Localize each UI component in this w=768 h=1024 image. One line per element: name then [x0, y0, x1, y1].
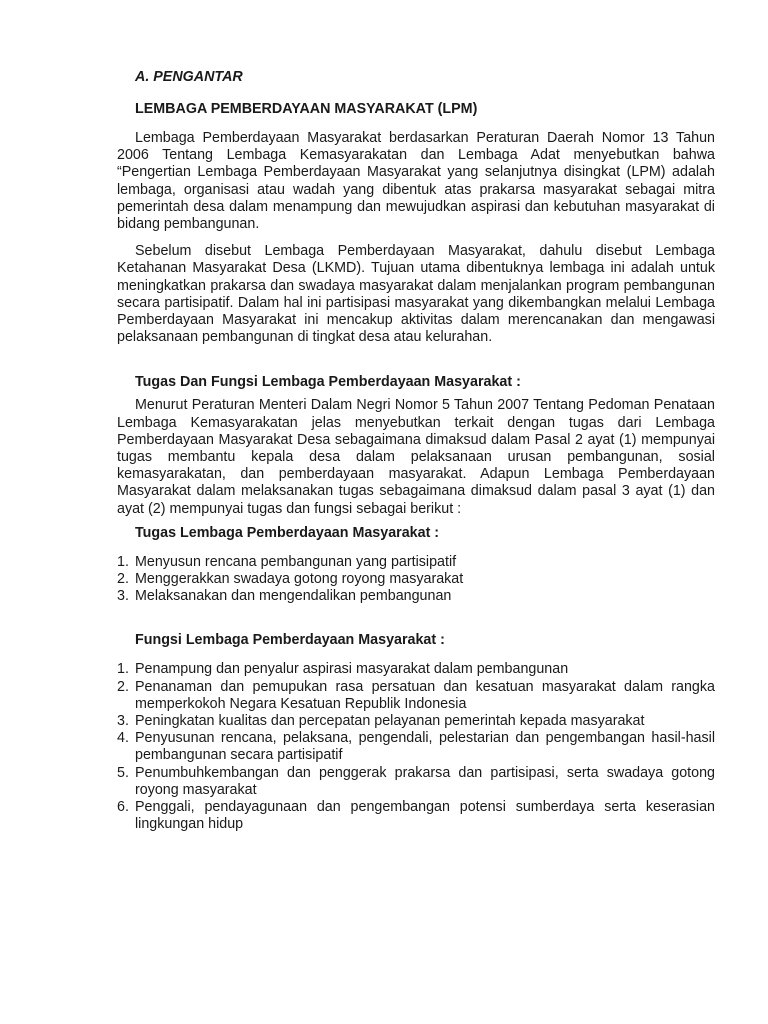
document-title: LEMBAGA PEMBERDAYAAN MASYARAKAT (LPM) [135, 101, 478, 117]
list-item-text: Penanaman dan pemupukan rasa persatuan dan kesatuan masyarakat dalam rangka memperkokoh Negara Kesatuan Republik Indonesia [135, 678, 715, 712]
list-item [117, 765, 715, 799]
list-item [117, 554, 715, 571]
list-item-text: Menyusun rencana pembangunan yang partisipatif [135, 553, 457, 570]
list-item [117, 679, 715, 713]
list-item-text: Penumbuhkembangan dan penggerak prakarsa dan partisipasi, serta swadaya gotong royong masyarakat [135, 764, 715, 798]
list-item-text: Peningkatan kualitas dan percepatan pelayanan pemerintah kepada masyarakat [135, 713, 645, 730]
list-item [117, 713, 715, 730]
list-item [117, 588, 715, 605]
heading-tugas: Tugas Lembaga Pemberdayaan Masyarakat : [135, 524, 440, 541]
heading-fungsi: Fungsi Lembaga Pemberdayaan Masyarakat : [135, 632, 445, 649]
paragraph-definition: Lembaga Pemberdayaan Masyarakat berdasarkan Peraturan Daerah Nomor 13 Tahun 2006 Tentang Lembaga Kemasyarakatan dan Lembaga Adat menyebutkan bahwa “Pengertian Lembaga Pemberdayaan Masyarakat yang selanjutnya disingkat (LPM) adalah lembaga, organisasi atau wadah yang dibentuk atas prakarsa masyarakat sebagai mitra pemerintah desa dalam menampung dan mewujudkan aspirasi dan kebutuhan masyarakat di bidang pembangunan. [117, 130, 715, 233]
list-item [117, 730, 715, 764]
list-item [117, 799, 715, 833]
list-number: 1. [117, 661, 129, 678]
list-item-text: Penggali, pendayagunaan dan pengembangan potensi sumberdaya serta keserasian lingkungan hidup [135, 799, 715, 833]
list-number: 6. [117, 799, 129, 816]
list-number: 3. [117, 713, 129, 730]
list-item [117, 661, 715, 678]
list-number: 2. [117, 571, 129, 588]
list-item-text: Menggerakkan swadaya gotong royong masyarakat [135, 571, 464, 588]
functions-list [117, 661, 715, 833]
list-item-text: Penampung dan penyalur aspirasi masyarakat dalam pembangunan [135, 661, 569, 678]
paragraph-regulation: Menurut Peraturan Menteri Dalam Negri Nomor 5 Tahun 2007 Tentang Pedoman Penataan Lembaga Kemasyarakatan jelas menyebutkan terkait dengan tugas dari Lembaga Pemberdayaan Masyarakat Desa sebagaimana dimaksud dalam Pasal 2 ayat (1) mempunyai tugas membantu kepala desa dalam pelaksanaan urusan pembangunan, sosial kemasyarakatan, dan pemberdayaan masyarakat. Adapun Lembaga Pemberdayaan Masyarakat dalam melaksanakan tugas sebagaimana dimaksud dalam pasal 3 ayat (1) dan ayat (2) mempunyai tugas dan fungsi sebagai berikut : [117, 397, 715, 517]
list-number: 1. [117, 553, 129, 570]
list-item-text: Melaksanakan dan mengendalikan pembangunan [135, 588, 452, 605]
tasks-list [117, 554, 715, 606]
heading-tugas-dan-fungsi: Tugas Dan Fungsi Lembaga Pemberdayaan Masyarakat : [135, 374, 521, 391]
list-number: 2. [117, 678, 129, 695]
list-item-text: Penyusunan rencana, pelaksana, pengendali, pelestarian dan pengembangan hasil-hasil pembangunan secara partisipatif [135, 730, 715, 764]
list-item [117, 571, 715, 588]
list-number: 3. [117, 588, 129, 605]
section-label: A. PENGANTAR [135, 69, 243, 85]
list-number: 4. [117, 730, 129, 747]
document-page [117, 66, 715, 834]
paragraph-history: Sebelum disebut Lembaga Pemberdayaan Masyarakat, dahulu disebut Lembaga Ketahanan Masyarakat Desa (LKMD). Tujuan utama dibentuknya lembaga ini adalah untuk meningkatkan prakarsa dan swadaya masyarakat dalam menjalankan program pembangunan secara partisipatif. Dalam hal ini partisipasi masyarakat yang dikembangkan melalui Lembaga Pemberdayaan Masyarakat ini mencakup aktivitas dalam merencanakan dan mengawasi pelaksanaan pembangunan di tingkat desa atau kelurahan. [117, 243, 715, 346]
list-number: 5. [117, 764, 129, 781]
